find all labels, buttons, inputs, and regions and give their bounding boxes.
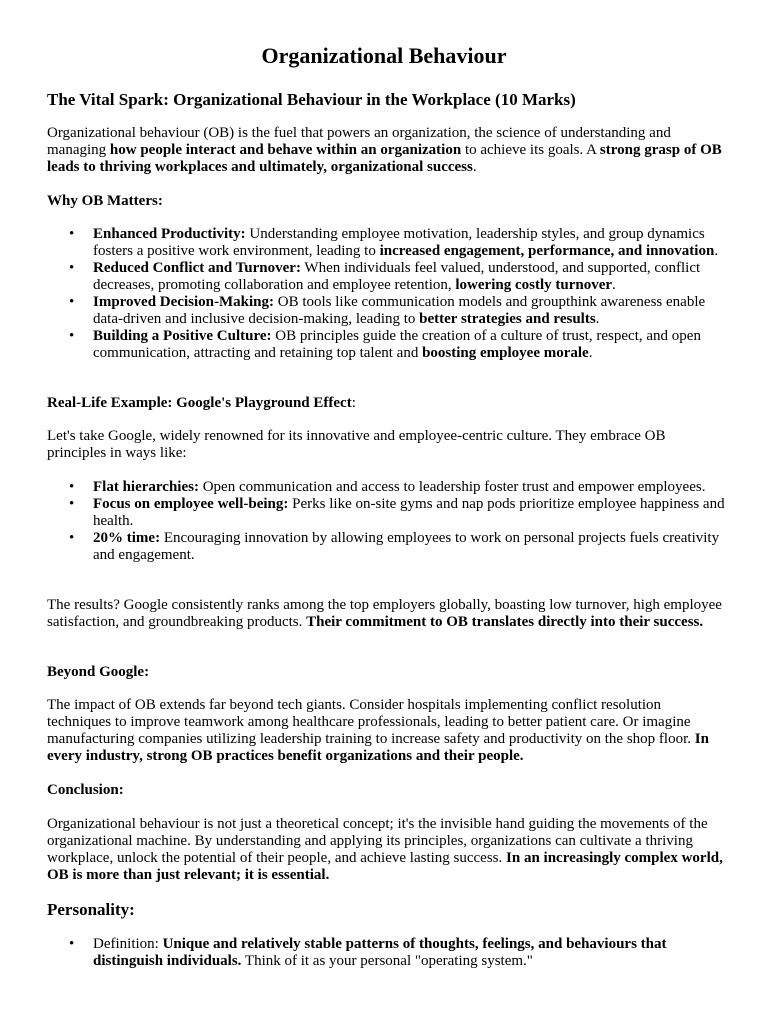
list-item <box>47 496 727 530</box>
item-end: . <box>714 243 719 259</box>
item-label: Flat hierarchies: <box>93 479 199 495</box>
item-bold: boosting employee morale <box>422 345 589 361</box>
list-item <box>47 328 727 362</box>
item-end: . <box>588 345 593 361</box>
item-text: Understanding employee motivation, leadership styles, and group dynamics fosters a positive work environment, leading to <box>93 226 705 259</box>
google-example-heading <box>47 395 727 412</box>
item-label: Building a Positive Culture: <box>93 328 272 344</box>
item-label: Reduced Conflict and Turnover: <box>93 260 301 276</box>
list-item <box>47 260 727 294</box>
item-bold: lowering costly turnover <box>455 277 613 293</box>
results-text: The results? Google consistently ranks among the top employers globally, boasting low turnover, high employee satisfaction, and groundbreaking products. <box>47 597 722 630</box>
item-label: Definition: <box>93 936 163 952</box>
item-label: Improved Decision-Making: <box>93 294 274 310</box>
item-bold: better strategies and results <box>419 311 596 327</box>
beyond-bold: In every industry, strong OB practices benefit organizations and their people. <box>47 731 709 764</box>
google-heading-text: Real-Life Example: Google's Playground Effect <box>47 395 352 411</box>
why-ob-matters-list <box>47 226 727 362</box>
document-title: Organizational Behaviour <box>261 43 507 68</box>
conclusion-bold: In an increasingly complex world, OB is more than just relevant; it is essential. <box>47 850 723 883</box>
item-text: Encouraging innovation by allowing employees to work on personal projects fuels creativity and engagement. <box>93 530 720 563</box>
intro-text-1: Organizational behaviour (OB) is the fuel that powers an organization, the science of understanding and managing <box>47 125 671 158</box>
why-ob-matters-heading: Why OB Matters: <box>47 193 163 209</box>
intro-bold-1: how people interact and behave within an organization <box>109 142 462 158</box>
item-text: OB tools like communication models and groupthink awareness enable data-driven and inclusive decision-making, leading to <box>93 294 706 327</box>
intro-bold-2: strong grasp of OB leads to thriving workplaces and ultimately, organizational success <box>47 142 722 175</box>
google-results-paragraph <box>47 597 727 631</box>
personality-heading: Personality: <box>47 900 135 919</box>
list-item <box>47 294 727 328</box>
item-end: . <box>595 311 600 327</box>
list-item <box>47 530 727 564</box>
google-principles-list <box>47 479 727 564</box>
intro-text-2: to achieve its goals. A <box>461 142 600 158</box>
item-end: . <box>612 277 616 293</box>
item-text: Think of it as your personal "operating system." <box>241 953 533 969</box>
section-heading-vital-spark: The Vital Spark: Organizational Behaviour in the Workplace (10 Marks) <box>47 90 576 109</box>
item-text: When individuals feel valued, understood, and supported, conflict decreases, promoting collaboration and employee retention, <box>93 260 701 293</box>
intro-text-3: . <box>472 159 477 175</box>
google-heading-end: : <box>351 395 356 411</box>
conclusion-paragraph <box>47 816 727 884</box>
beyond-google-heading: Beyond Google: <box>47 664 150 680</box>
item-label: Enhanced Productivity: <box>93 226 246 242</box>
item-bold: increased engagement, performance, and innovation <box>379 243 715 259</box>
conclusion-text: Organizational behaviour is not just a theoretical concept; it's the invisible hand guiding the movements of the organizational machine. By understanding and applying its principles, organizations can cultivate a thriving workplace, unlock the potential of their people, and achieve lasting success. <box>47 816 708 866</box>
item-bold: Unique and relatively stable patterns of thoughts, feelings, and behaviours that distinguish individuals. <box>93 936 667 969</box>
list-item <box>47 936 727 970</box>
results-bold: Their commitment to OB translates directly into their success. <box>306 614 704 630</box>
item-label: 20% time: <box>93 530 161 546</box>
google-intro-paragraph: Let's take Google, widely renowned for its innovative and employee-centric culture. They embrace OB principles in ways like: <box>47 428 666 461</box>
intro-paragraph <box>47 125 727 176</box>
item-label: Focus on employee well-being: <box>93 496 289 512</box>
personality-list <box>47 936 727 970</box>
item-text: Perks like on-site gyms and nap pods prioritize employee happiness and health. <box>93 496 725 529</box>
list-item <box>47 226 727 260</box>
beyond-text: The impact of OB extends far beyond tech giants. Consider hospitals implementing conflict resolution techniques to improve teamwork among healthcare professionals, leading to better patient care. Or imagine manufacturing companies utilizing leadership training to increase safety and productivity on the shop floor. <box>47 697 695 747</box>
item-text: OB principles guide the creation of a culture of trust, respect, and open communication, attracting and retaining top talent and <box>93 328 701 361</box>
conclusion-heading: Conclusion: <box>47 782 124 798</box>
item-text: Open communication and access to leadership foster trust and empower employees. <box>198 479 706 495</box>
beyond-google-paragraph <box>47 697 727 765</box>
list-item <box>47 479 727 496</box>
